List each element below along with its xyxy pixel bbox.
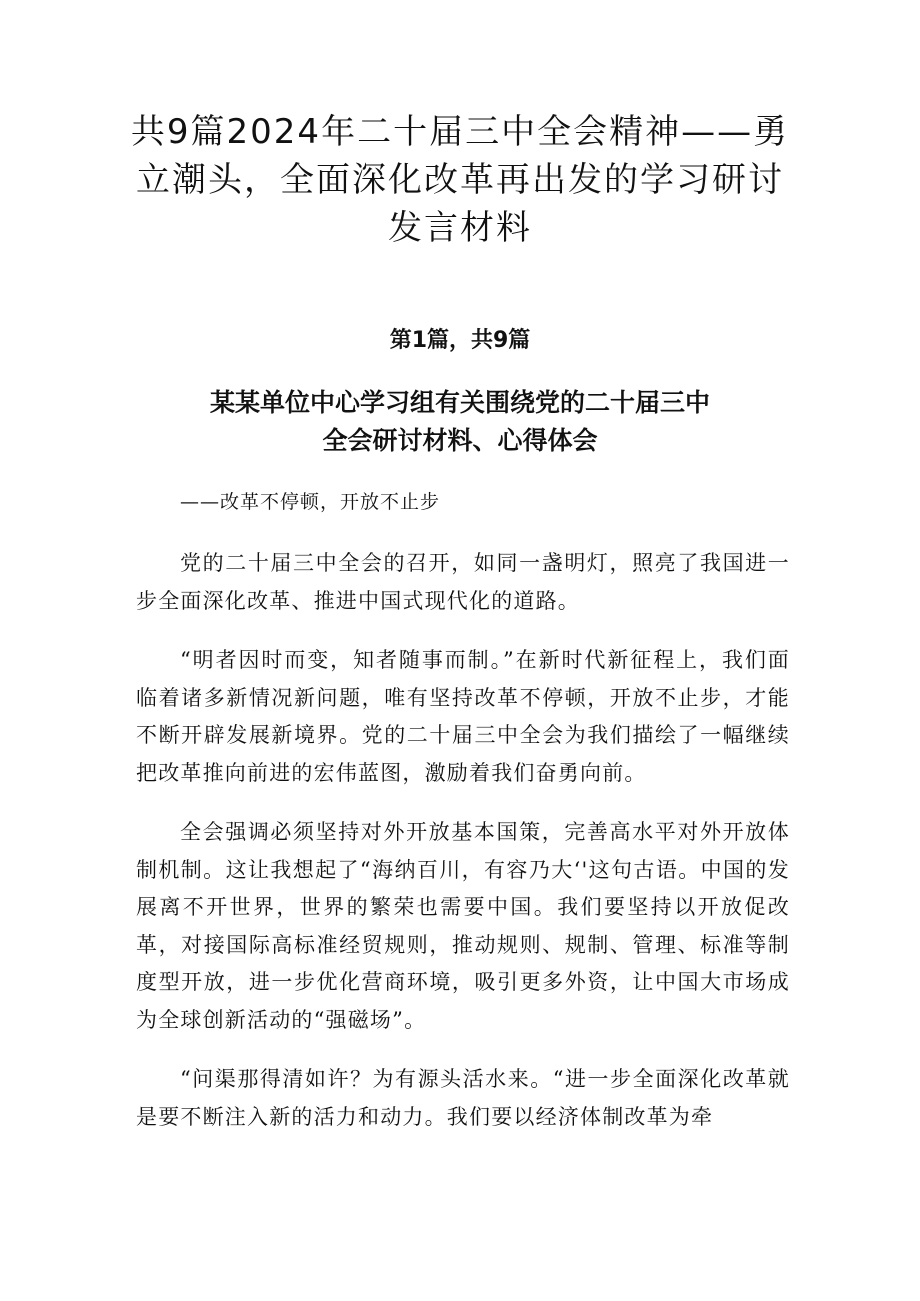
subtitle: ——改革不停顿，开放不止步 xyxy=(180,491,441,513)
paragraph: 全会强调必须坚持对外开放基本国策，完善高水平对外开放体制机制。这让我想起了“海纳百川，有容乃大‘'这句古语。中国的发展离不开世界，世界的繁荣也需要中国。我们要坚持以开放促改革，对接国际高标准经贸规则，推动规则、规制、管理、标准等制度型开放，进一步优化营商环境，吸引更多外资，让中国大市场成为全球创新活动的“强磁场”。 xyxy=(136,820,790,1032)
paragraph: “问渠那得清如许？为有源头活水来。“进一步全面深化改革就是要不断注入新的活力和动力。我们要以经济体制改革为牵 xyxy=(136,1067,790,1129)
title-line: 立潮头，全面深化改革再出发的学习研讨 xyxy=(136,160,784,200)
heading-line: 某某单位中心学习组有关围绕党的二十届三中 xyxy=(209,388,710,417)
document-title xyxy=(100,108,820,252)
title-line: 共9篇2024年二十届三中全会精神——勇 xyxy=(130,112,790,152)
section-heading xyxy=(120,384,800,460)
part-label: 第1篇，共9篇 xyxy=(389,328,531,353)
body-text xyxy=(136,545,790,1158)
heading-line: 全会研讨材料、心得体会 xyxy=(322,426,598,455)
title-line: 发言材料 xyxy=(388,208,532,248)
paragraph: 党的二十届三中全会的召开，如同一盏明灯，照亮了我国进一步全面深化改革、推进中国式现代化的道路。 xyxy=(136,551,790,613)
paragraph: “明者因时而变，知者随事而制。”在新时代新征程上，我们面临着诸多新情况新问题，唯有坚持改革不停顿，开放不止步，才能不断开辟发展新境界。党的二十届三中全会为我们描绘了一幅继续把改革推向前进的宏伟蓝图，激励着我们奋勇向前。 xyxy=(136,648,790,785)
